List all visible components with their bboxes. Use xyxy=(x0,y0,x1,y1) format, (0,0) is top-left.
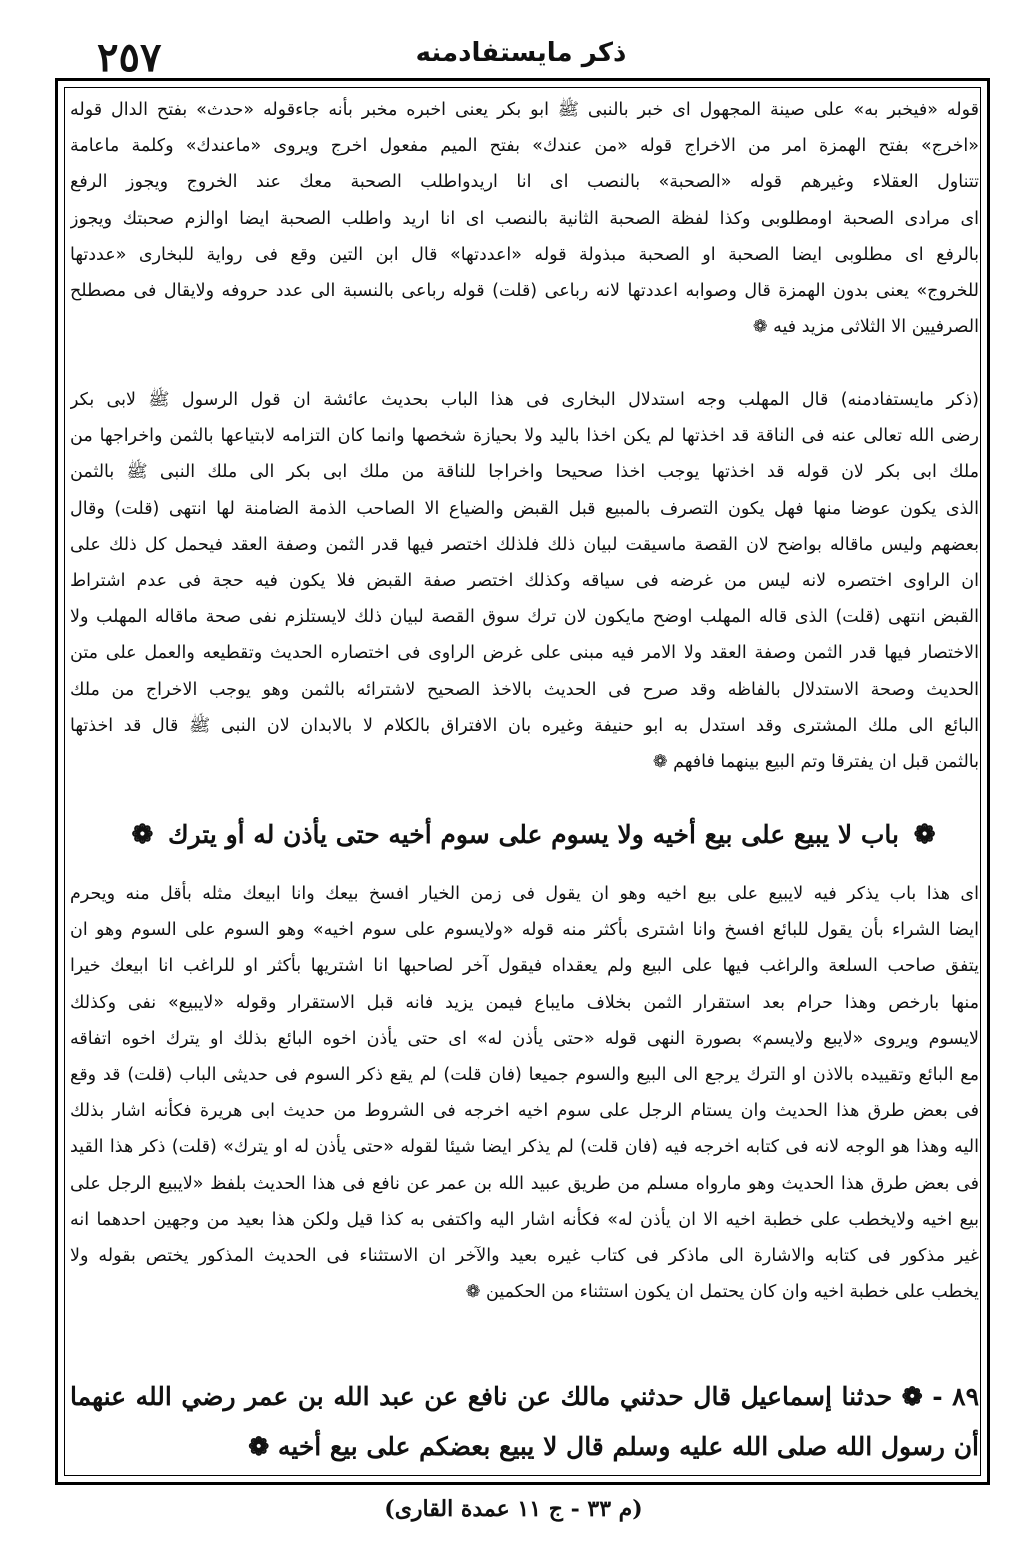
commentary-paragraph-2 xyxy=(70,382,979,780)
text-line: فى بعض طرق هذا الحديث وهو مارواه مسلم من طريق عبيد الله بن عمر عن نافع فى هذا الحديث بلفظ «لايبيع الرجل على xyxy=(70,1173,979,1194)
page-footer-signature: (م ٣٣ - ج ١١ عمدة القارى) xyxy=(384,1496,643,1522)
text-line: للخروج» يعنى بدون الهمزة قال وصوابه اعددتها لانه رباعى (قلت) قوله رباعى بالنسبة الى عدد حروفه ولايقال فى مصطلح xyxy=(70,280,979,301)
text-line: قوله «فيخبر به» على صينة المجهول اى خبر بالنبى ﷺ ابو بكر يعنى اخبره مخبر بأنه جاءقوله «حدث» بفتح الدال قوله xyxy=(70,100,979,120)
text-line: يتفق صاحب السلعة والراغب فيها على البيع ولم يعقداه فيقول آخر لصاحبها انا اشتريها بأكثر او للراغب انا ابيعك خيرا xyxy=(70,956,979,977)
text-line: ان الراوى اختصره لانه ليس من غرضه فى سياقه وكذلك اختصر صفة القبض فلا يكون فيه حجة فى عدم اشتراط xyxy=(70,570,979,591)
page-header xyxy=(55,14,987,81)
text-line: (ذكر مايستفادمنه) قال المهلب وجه استدلال البخارى فى هذا الباب بحديث عائشة ان قول الرسول ﷺ لابى بكر xyxy=(70,390,979,410)
text-line: الاختصار فيها قدر الثمن وصفة العقد ولا الامر فيه مبنى على غرض الراوى فى اختصاره الحديث وتقطيعه والعمل على متن xyxy=(70,643,979,664)
text-line: القبض انتهى (قلت) الذى قاله المهلب اوضح مايكون لان ترك سوق القصة لبيان ذلك لايستلزم نفى صحة ماقاله المهلب ولا xyxy=(70,607,979,628)
chapter-heading xyxy=(110,820,957,850)
hadith-text-line-1: ٨٩ - ❁ حدثنا إسماعيل قال حدثني مالك عن نافع عن عبد الله بن عمر رضي الله عنهما xyxy=(70,1382,979,1411)
text-line: بالرفع اى مطلوبى ايضا الصحبة او الصحبة مبذولة قوله «اعددتها» قال ابن التين وقع فى رواية للبخارى «عددتها xyxy=(70,244,979,265)
text-line: رضى الله تعالى عنه فى الناقة قد اخذتها لم يكن اخذا باليد ولا بحيازة شخصها وانما كان التزامه لابتياعها بالثمن واخراجها من xyxy=(70,426,979,447)
text-line: منها بارخص وهذا حرام بعد استقرار الثمن بخلاف مايباع فيمن يزيد فانه قبل الاستقرار وقوله «لايبيع» نفى وكذلك xyxy=(70,992,979,1013)
running-title: ذكر مايستفادمنه xyxy=(415,38,627,68)
text-line: ملك ابى بكر لان قوله قد اخذتها يوجب اخذا صحيحا واخراجا للناقة من ملك ابى بكر الى ملك النبى ﷺ بالثمن xyxy=(70,462,979,483)
text-line: تتناول العقلاء وغيرهم قوله «الصحبة» بالنصب اى انا اريدواطلب الصحبة معك عند الخروج ويجوز الرفع xyxy=(70,172,979,193)
text-line: بيع اخيه ولايخطب على خطبة اخيه الا ان يأذن له» فكأنه اشار اليه واكتفى به كذا قيل ولكن هذا بعيد من وجهين احدهما انه xyxy=(70,1209,979,1230)
page-number: ٢٥٧ xyxy=(97,34,162,81)
text-line: الصرفيين الا الثلاثى مزيد فيه ❁ xyxy=(752,317,979,338)
text-line: البائع الى ملك المشترى وقد استدل به ابو حنيفة وغيره بان الافتراق بالكلام لا بالابدان لان النبى ﷺ قال قد اخذتها xyxy=(70,715,979,736)
text-line: «اخرج» بفتح الهمزة امر من الاخراج قوله «من عندك» بفتح الميم مفعول اخرج ويروى «ماعندك» وكلمة ماعامة xyxy=(70,136,979,157)
hadith-text-line-2: أن رسول الله صلى الله عليه وسلم قال لا يبيع بعضكم على بيع أخيه ❁ xyxy=(248,1432,979,1461)
commentary-paragraph-1 xyxy=(70,92,979,345)
text-line: اى هذا باب يذكر فيه لايبيع على بيع اخيه وهو ان يقول فى زمن الخيار افسخ بيعك وانا ابيعك مثله بأقل منه ويحرم xyxy=(70,884,979,904)
text-line: يخطب على خطبة اخيه وان كان يحتمل ان يكون استثناء من الحكمين ❁ xyxy=(465,1282,979,1303)
text-line: فى بعض طرق هذا الحديث وان يستام الرجل على سوم اخيه اخرجه فى الشروط من حديث ابى هريرة فكأنه اشار بذلك xyxy=(70,1101,979,1122)
commentary-paragraph-3 xyxy=(70,876,979,1310)
chapter-heading-text: باب لا يبيع على بيع أخيه ولا يسوم على سوم أخيه حتى يأذن له أو يترك xyxy=(167,820,899,849)
text-line: غير مذكور فى كتابه والاشارة الى ماذكر فى كتاب غيره بعيد والآخر ان الاستثناء فى الحديث المذكور يختص بقوله ولا xyxy=(70,1245,979,1266)
text-line: بعضهم وليس ماقاله بواضح لان القصة ماسيقت لبيان ذلك فلذلك اختصر فيها قدر الثمن وصفة العقد فيحمل كل ذلك على xyxy=(70,534,979,555)
text-line: لايسوم ويروى «لايبع ولايسم» بصورة النهى قوله «حتى يأذن له» اى حتى يأذن اخوه البائع بذلك او يترك اخوه اتفاقه xyxy=(70,1028,979,1049)
text-line: اليه وهذا هو الوجه لانه فى كتابه اخرجه فيه (فان قلت) لم يذكر ايضا شيئا لقوله «حتى يأذن له او يترك» (قلت) ذكر هذا القيد xyxy=(70,1137,979,1158)
ornament-left-icon: ❁ xyxy=(131,820,154,850)
text-line: ايضا الشراء بأن يقول للبائع افسخ وانا اشترى بأكثر منه قوله «ولايسوم على سوم اخيه» وهو السوم على السوم وهو ان xyxy=(70,920,979,941)
text-line: اى مرادى الصحبة اومطلوبى وكذا لفظة الصحبة الثانية بالنصب اى انا اريد واطلب الصحبة ايضا اوالزم صحبتك ويجوز xyxy=(70,208,979,229)
text-line: الذى يكون عوضا منها فهل يكون التصرف بالمبيع قبل القبض والضياع الا الصاحب الذمة الضامنة لها انتهى (قلت) وقال xyxy=(70,498,979,519)
text-line: الحديث وصحة الاستدلال بالفاظه وقد صرح فى الحديث بالاخذ الصحيح لاشترائه بالثمن وهو يوجب الاخراج من ملك xyxy=(70,679,979,700)
text-line: بالثمن قبل ان يفترقا وتم البيع بينهما فافهم ❁ xyxy=(652,751,979,772)
ornament-right-icon: ❁ xyxy=(913,820,936,850)
text-line: مع البائع وتقييده بالاذن او الترك يرجع الى البيع والسوم جميعا (فان قلت) لم يقع ذكر السوم فى حديثى الباب (قلت) قد وقع xyxy=(70,1064,979,1085)
